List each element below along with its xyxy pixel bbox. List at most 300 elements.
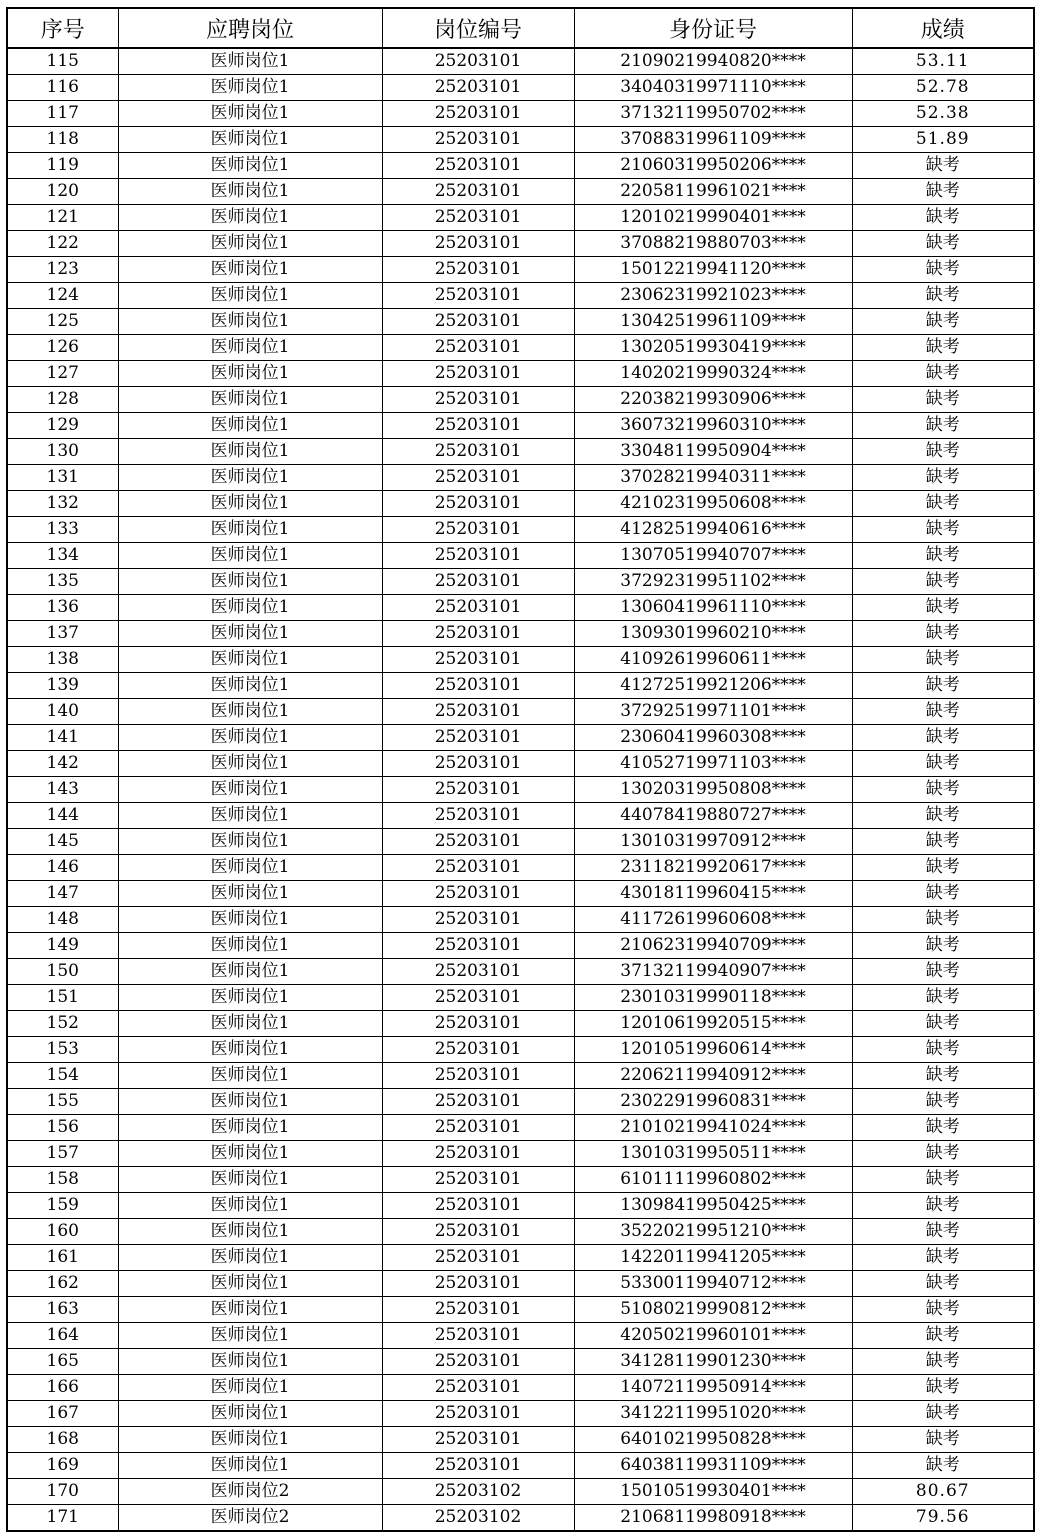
- cell-index: 119: [7, 153, 118, 179]
- table-row: [7, 1453, 1034, 1479]
- cell-id-number: 13093019960210****: [574, 621, 852, 647]
- cell-index: 124: [7, 283, 118, 309]
- table-row: [7, 1115, 1034, 1141]
- cell-index: 162: [7, 1271, 118, 1297]
- table-row: [7, 1271, 1034, 1297]
- table-row: [7, 413, 1034, 439]
- cell-position: 医师岗位1: [118, 803, 382, 829]
- cell-score: 缺考: [852, 387, 1034, 413]
- cell-score: 79.56: [852, 1505, 1034, 1532]
- cell-id-number: 12010219990401****: [574, 205, 852, 231]
- cell-index: 159: [7, 1193, 118, 1219]
- cell-position-code: 25203101: [382, 413, 574, 439]
- cell-position: 医师岗位1: [118, 1297, 382, 1323]
- cell-index: 142: [7, 751, 118, 777]
- cell-id-number: 22062119940912****: [574, 1063, 852, 1089]
- cell-index: 129: [7, 413, 118, 439]
- cell-position: 医师岗位1: [118, 1037, 382, 1063]
- cell-score: 缺考: [852, 1427, 1034, 1453]
- table-header: [7, 8, 1034, 48]
- table-row: [7, 491, 1034, 517]
- cell-score: 缺考: [852, 1011, 1034, 1037]
- cell-id-number: 13020319950808****: [574, 777, 852, 803]
- table-row: [7, 48, 1034, 75]
- cell-position: 医师岗位1: [118, 439, 382, 465]
- cell-position-code: 25203101: [382, 1271, 574, 1297]
- cell-id-number: 12010519960614****: [574, 1037, 852, 1063]
- cell-position-code: 25203101: [382, 1115, 574, 1141]
- cell-position-code: 25203101: [382, 1427, 574, 1453]
- cell-id-number: 51080219990812****: [574, 1297, 852, 1323]
- cell-position: 医师岗位1: [118, 309, 382, 335]
- cell-position-code: 25203101: [382, 1297, 574, 1323]
- cell-score: 缺考: [852, 231, 1034, 257]
- table-row: [7, 725, 1034, 751]
- cell-score: 缺考: [852, 673, 1034, 699]
- cell-id-number: 22058119961021****: [574, 179, 852, 205]
- table-body: [7, 48, 1034, 1531]
- cell-position: 医师岗位1: [118, 387, 382, 413]
- cell-index: 168: [7, 1427, 118, 1453]
- table-row: [7, 907, 1034, 933]
- cell-position: 医师岗位1: [118, 1219, 382, 1245]
- cell-id-number: 21062319940709****: [574, 933, 852, 959]
- cell-score: 缺考: [852, 881, 1034, 907]
- cell-id-number: 42102319950608****: [574, 491, 852, 517]
- cell-index: 149: [7, 933, 118, 959]
- table-row: [7, 699, 1034, 725]
- cell-score: 缺考: [852, 595, 1034, 621]
- table-row: [7, 153, 1034, 179]
- cell-score: 缺考: [852, 439, 1034, 465]
- cell-score: 51.89: [852, 127, 1034, 153]
- table-row: [7, 1193, 1034, 1219]
- cell-position: 医师岗位1: [118, 647, 382, 673]
- cell-id-number: 41172619960608****: [574, 907, 852, 933]
- table-row: [7, 205, 1034, 231]
- cell-position-code: 25203101: [382, 153, 574, 179]
- cell-position-code: 25203101: [382, 361, 574, 387]
- cell-index: 166: [7, 1375, 118, 1401]
- cell-position: 医师岗位1: [118, 1245, 382, 1271]
- cell-index: 126: [7, 335, 118, 361]
- cell-score: 缺考: [852, 1349, 1034, 1375]
- cell-score: 缺考: [852, 777, 1034, 803]
- cell-position: 医师岗位1: [118, 517, 382, 543]
- table-row: [7, 1167, 1034, 1193]
- cell-position-code: 25203101: [382, 387, 574, 413]
- cell-position: 医师岗位1: [118, 413, 382, 439]
- cell-id-number: 23010319990118****: [574, 985, 852, 1011]
- cell-index: 116: [7, 75, 118, 101]
- cell-id-number: 15012219941120****: [574, 257, 852, 283]
- cell-position: 医师岗位1: [118, 1141, 382, 1167]
- cell-position-code: 25203101: [382, 751, 574, 777]
- cell-id-number: 13042519961109****: [574, 309, 852, 335]
- cell-index: 122: [7, 231, 118, 257]
- cell-id-number: 21010219941024****: [574, 1115, 852, 1141]
- cell-id-number: 23022919960831****: [574, 1089, 852, 1115]
- cell-index: 152: [7, 1011, 118, 1037]
- table-row: [7, 1297, 1034, 1323]
- cell-position-code: 25203101: [382, 257, 574, 283]
- table-row: [7, 621, 1034, 647]
- table-row: [7, 855, 1034, 881]
- cell-position-code: 25203101: [382, 517, 574, 543]
- cell-score: 缺考: [852, 1167, 1034, 1193]
- cell-index: 115: [7, 48, 118, 75]
- cell-position: 医师岗位1: [118, 933, 382, 959]
- cell-position: 医师岗位1: [118, 1349, 382, 1375]
- table-row: [7, 1219, 1034, 1245]
- cell-position-code: 25203101: [382, 335, 574, 361]
- cell-position-code: 25203101: [382, 959, 574, 985]
- table-row: [7, 1089, 1034, 1115]
- cell-position: 医师岗位1: [118, 101, 382, 127]
- table-row: [7, 803, 1034, 829]
- cell-score: 52.78: [852, 75, 1034, 101]
- cell-score: 缺考: [852, 725, 1034, 751]
- cell-score: 缺考: [852, 309, 1034, 335]
- table-row: [7, 595, 1034, 621]
- table-row: [7, 959, 1034, 985]
- cell-position-code: 25203101: [382, 985, 574, 1011]
- cell-index: 158: [7, 1167, 118, 1193]
- cell-position: 医师岗位1: [118, 751, 382, 777]
- cell-index: 154: [7, 1063, 118, 1089]
- cell-score: 缺考: [852, 855, 1034, 881]
- table-row: [7, 1141, 1034, 1167]
- cell-index: 143: [7, 777, 118, 803]
- cell-score: 缺考: [852, 361, 1034, 387]
- table-row: [7, 231, 1034, 257]
- table-row: [7, 75, 1034, 101]
- cell-score: 缺考: [852, 517, 1034, 543]
- cell-id-number: 41052719971103****: [574, 751, 852, 777]
- cell-position: 医师岗位1: [118, 1167, 382, 1193]
- cell-position-code: 25203102: [382, 1479, 574, 1505]
- cell-position: 医师岗位1: [118, 283, 382, 309]
- cell-position-code: 25203101: [382, 543, 574, 569]
- cell-index: 169: [7, 1453, 118, 1479]
- cell-id-number: 36073219960310****: [574, 413, 852, 439]
- cell-index: 120: [7, 179, 118, 205]
- cell-index: 125: [7, 309, 118, 335]
- cell-index: 117: [7, 101, 118, 127]
- cell-score: 缺考: [852, 1297, 1034, 1323]
- cell-id-number: 21060319950206****: [574, 153, 852, 179]
- cell-index: 131: [7, 465, 118, 491]
- cell-position-code: 25203101: [382, 1375, 574, 1401]
- cell-score: 缺考: [852, 647, 1034, 673]
- cell-score: 缺考: [852, 1453, 1034, 1479]
- cell-index: 141: [7, 725, 118, 751]
- cell-position: 医师岗位1: [118, 1323, 382, 1349]
- cell-position-code: 25203101: [382, 101, 574, 127]
- cell-index: 132: [7, 491, 118, 517]
- cell-position-code: 25203101: [382, 647, 574, 673]
- cell-position-code: 25203101: [382, 933, 574, 959]
- cell-index: 167: [7, 1401, 118, 1427]
- cell-score: 缺考: [852, 1089, 1034, 1115]
- cell-position: 医师岗位1: [118, 465, 382, 491]
- cell-position-code: 25203101: [382, 1453, 574, 1479]
- cell-score: 缺考: [852, 1271, 1034, 1297]
- table-row: [7, 361, 1034, 387]
- table-row: [7, 127, 1034, 153]
- cell-position-code: 25203101: [382, 179, 574, 205]
- cell-id-number: 61011119960802****: [574, 1167, 852, 1193]
- cell-id-number: 41092619960611****: [574, 647, 852, 673]
- cell-position: 医师岗位1: [118, 205, 382, 231]
- table-row: [7, 1011, 1034, 1037]
- cell-score: 缺考: [852, 413, 1034, 439]
- cell-index: 145: [7, 829, 118, 855]
- table-row: [7, 1479, 1034, 1505]
- cell-id-number: 14020219990324****: [574, 361, 852, 387]
- table-row: [7, 569, 1034, 595]
- cell-score: 缺考: [852, 1193, 1034, 1219]
- cell-index: 130: [7, 439, 118, 465]
- cell-index: 123: [7, 257, 118, 283]
- cell-id-number: 34122119951020****: [574, 1401, 852, 1427]
- table-row: [7, 101, 1034, 127]
- cell-position-code: 25203101: [382, 1245, 574, 1271]
- cell-position-code: 25203101: [382, 1089, 574, 1115]
- cell-position-code: 25203101: [382, 1219, 574, 1245]
- cell-position-code: 25203101: [382, 829, 574, 855]
- cell-position: 医师岗位1: [118, 153, 382, 179]
- cell-id-number: 35220219951210****: [574, 1219, 852, 1245]
- cell-position: 医师岗位1: [118, 725, 382, 751]
- cell-position: 医师岗位1: [118, 48, 382, 75]
- cell-position-code: 25203101: [382, 699, 574, 725]
- cell-score: 缺考: [852, 803, 1034, 829]
- cell-position-code: 25203101: [382, 75, 574, 101]
- cell-score: 缺考: [852, 153, 1034, 179]
- cell-id-number: 34128119901230****: [574, 1349, 852, 1375]
- cell-position-code: 25203101: [382, 569, 574, 595]
- cell-position: 医师岗位1: [118, 1271, 382, 1297]
- cell-index: 140: [7, 699, 118, 725]
- cell-id-number: 64010219950828****: [574, 1427, 852, 1453]
- cell-score: 缺考: [852, 179, 1034, 205]
- cell-id-number: 64038119931109****: [574, 1453, 852, 1479]
- cell-score: 缺考: [852, 829, 1034, 855]
- table-row: [7, 439, 1034, 465]
- cell-score: 缺考: [852, 205, 1034, 231]
- table-row: [7, 1505, 1034, 1532]
- cell-score: 53.11: [852, 48, 1034, 75]
- cell-index: 157: [7, 1141, 118, 1167]
- header-index: 序号: [7, 8, 118, 48]
- cell-id-number: 23118219920617****: [574, 855, 852, 881]
- cell-position: 医师岗位1: [118, 959, 382, 985]
- cell-id-number: 13098419950425****: [574, 1193, 852, 1219]
- cell-id-number: 22038219930906****: [574, 387, 852, 413]
- table-row: [7, 465, 1034, 491]
- table-row: [7, 283, 1034, 309]
- cell-position-code: 25203101: [382, 231, 574, 257]
- cell-id-number: 14220119941205****: [574, 1245, 852, 1271]
- cell-position-code: 25203101: [382, 1037, 574, 1063]
- table-row: [7, 179, 1034, 205]
- table-row: [7, 1037, 1034, 1063]
- cell-id-number: 33048119950904****: [574, 439, 852, 465]
- cell-id-number: 23060419960308****: [574, 725, 852, 751]
- cell-position-code: 25203101: [382, 309, 574, 335]
- table-row: [7, 881, 1034, 907]
- table-row: [7, 673, 1034, 699]
- cell-id-number: 37292319951102****: [574, 569, 852, 595]
- cell-score: 缺考: [852, 335, 1034, 361]
- cell-score: 缺考: [852, 959, 1034, 985]
- cell-score: 缺考: [852, 933, 1034, 959]
- cell-position: 医师岗位1: [118, 1011, 382, 1037]
- header-position: 应聘岗位: [118, 8, 382, 48]
- cell-score: 缺考: [852, 985, 1034, 1011]
- cell-score: 缺考: [852, 1323, 1034, 1349]
- cell-position: 医师岗位2: [118, 1505, 382, 1532]
- table-row: [7, 751, 1034, 777]
- cell-position-code: 25203101: [382, 491, 574, 517]
- cell-position: 医师岗位1: [118, 569, 382, 595]
- cell-position: 医师岗位1: [118, 621, 382, 647]
- cell-index: 128: [7, 387, 118, 413]
- cell-position: 医师岗位1: [118, 127, 382, 153]
- cell-position: 医师岗位1: [118, 673, 382, 699]
- cell-position-code: 25203101: [382, 673, 574, 699]
- cell-id-number: 14072119950914****: [574, 1375, 852, 1401]
- cell-position-code: 25203101: [382, 283, 574, 309]
- cell-position: 医师岗位1: [118, 1193, 382, 1219]
- cell-id-number: 21068119980918****: [574, 1505, 852, 1532]
- cell-position-code: 25203101: [382, 881, 574, 907]
- cell-position: 医师岗位1: [118, 361, 382, 387]
- cell-id-number: 13020519930419****: [574, 335, 852, 361]
- cell-position: 医师岗位1: [118, 1063, 382, 1089]
- table-row: [7, 829, 1034, 855]
- header-id-number: 身份证号: [574, 8, 852, 48]
- cell-position-code: 25203101: [382, 907, 574, 933]
- cell-score: 缺考: [852, 1063, 1034, 1089]
- cell-score: 缺考: [852, 1375, 1034, 1401]
- cell-position-code: 25203101: [382, 1063, 574, 1089]
- cell-index: 160: [7, 1219, 118, 1245]
- cell-id-number: 37088219880703****: [574, 231, 852, 257]
- cell-position-code: 25203101: [382, 1323, 574, 1349]
- cell-position-code: 25203101: [382, 725, 574, 751]
- cell-position: 医师岗位1: [118, 777, 382, 803]
- cell-index: 133: [7, 517, 118, 543]
- cell-score: 缺考: [852, 465, 1034, 491]
- cell-score: 缺考: [852, 1219, 1034, 1245]
- cell-id-number: 37292519971101****: [574, 699, 852, 725]
- table-row: [7, 1427, 1034, 1453]
- cell-position-code: 25203101: [382, 595, 574, 621]
- cell-id-number: 13010319970912****: [574, 829, 852, 855]
- table-row: [7, 933, 1034, 959]
- cell-index: 136: [7, 595, 118, 621]
- table-row: [7, 1401, 1034, 1427]
- cell-position-code: 25203101: [382, 465, 574, 491]
- cell-index: 121: [7, 205, 118, 231]
- cell-position: 医师岗位1: [118, 491, 382, 517]
- cell-score: 缺考: [852, 1245, 1034, 1271]
- cell-position-code: 25203101: [382, 1349, 574, 1375]
- cell-score: 80.67: [852, 1479, 1034, 1505]
- cell-index: 137: [7, 621, 118, 647]
- table-row: [7, 985, 1034, 1011]
- table-row: [7, 1063, 1034, 1089]
- cell-position: 医师岗位1: [118, 595, 382, 621]
- table-row: [7, 335, 1034, 361]
- table-row: [7, 257, 1034, 283]
- cell-position: 医师岗位1: [118, 1453, 382, 1479]
- cell-id-number: 13060419961110****: [574, 595, 852, 621]
- cell-score: 缺考: [852, 1141, 1034, 1167]
- header-score: 成绩: [852, 8, 1034, 48]
- cell-score: 缺考: [852, 751, 1034, 777]
- cell-position: 医师岗位1: [118, 1089, 382, 1115]
- cell-index: 151: [7, 985, 118, 1011]
- cell-index: 161: [7, 1245, 118, 1271]
- header-position-code: 岗位编号: [382, 8, 574, 48]
- table-row: [7, 517, 1034, 543]
- cell-score: 缺考: [852, 491, 1034, 517]
- cell-id-number: 13010319950511****: [574, 1141, 852, 1167]
- cell-index: 135: [7, 569, 118, 595]
- cell-position: 医师岗位2: [118, 1479, 382, 1505]
- cell-index: 170: [7, 1479, 118, 1505]
- cell-position: 医师岗位1: [118, 1115, 382, 1141]
- cell-id-number: 12010619920515****: [574, 1011, 852, 1037]
- cell-position-code: 25203101: [382, 48, 574, 75]
- cell-index: 155: [7, 1089, 118, 1115]
- table-row: [7, 1349, 1034, 1375]
- cell-id-number: 21090219940820****: [574, 48, 852, 75]
- cell-index: 147: [7, 881, 118, 907]
- cell-score: 缺考: [852, 1401, 1034, 1427]
- cell-position-code: 25203101: [382, 1011, 574, 1037]
- cell-score: 52.38: [852, 101, 1034, 127]
- table-row: [7, 309, 1034, 335]
- cell-id-number: 13070519940707****: [574, 543, 852, 569]
- cell-id-number: 23062319921023****: [574, 283, 852, 309]
- cell-score: 缺考: [852, 1037, 1034, 1063]
- cell-index: 139: [7, 673, 118, 699]
- cell-position: 医师岗位1: [118, 829, 382, 855]
- cell-position-code: 25203101: [382, 1141, 574, 1167]
- cell-score: 缺考: [852, 283, 1034, 309]
- cell-score: 缺考: [852, 907, 1034, 933]
- cell-index: 127: [7, 361, 118, 387]
- cell-index: 163: [7, 1297, 118, 1323]
- cell-position: 医师岗位1: [118, 1401, 382, 1427]
- cell-index: 171: [7, 1505, 118, 1532]
- cell-position: 医师岗位1: [118, 1375, 382, 1401]
- cell-id-number: 43018119960415****: [574, 881, 852, 907]
- cell-position-code: 25203101: [382, 1401, 574, 1427]
- cell-index: 146: [7, 855, 118, 881]
- cell-index: 153: [7, 1037, 118, 1063]
- cell-position-code: 25203101: [382, 803, 574, 829]
- cell-id-number: 15010519930401****: [574, 1479, 852, 1505]
- cell-score: 缺考: [852, 1115, 1034, 1141]
- cell-index: 134: [7, 543, 118, 569]
- cell-index: 138: [7, 647, 118, 673]
- cell-score: 缺考: [852, 569, 1034, 595]
